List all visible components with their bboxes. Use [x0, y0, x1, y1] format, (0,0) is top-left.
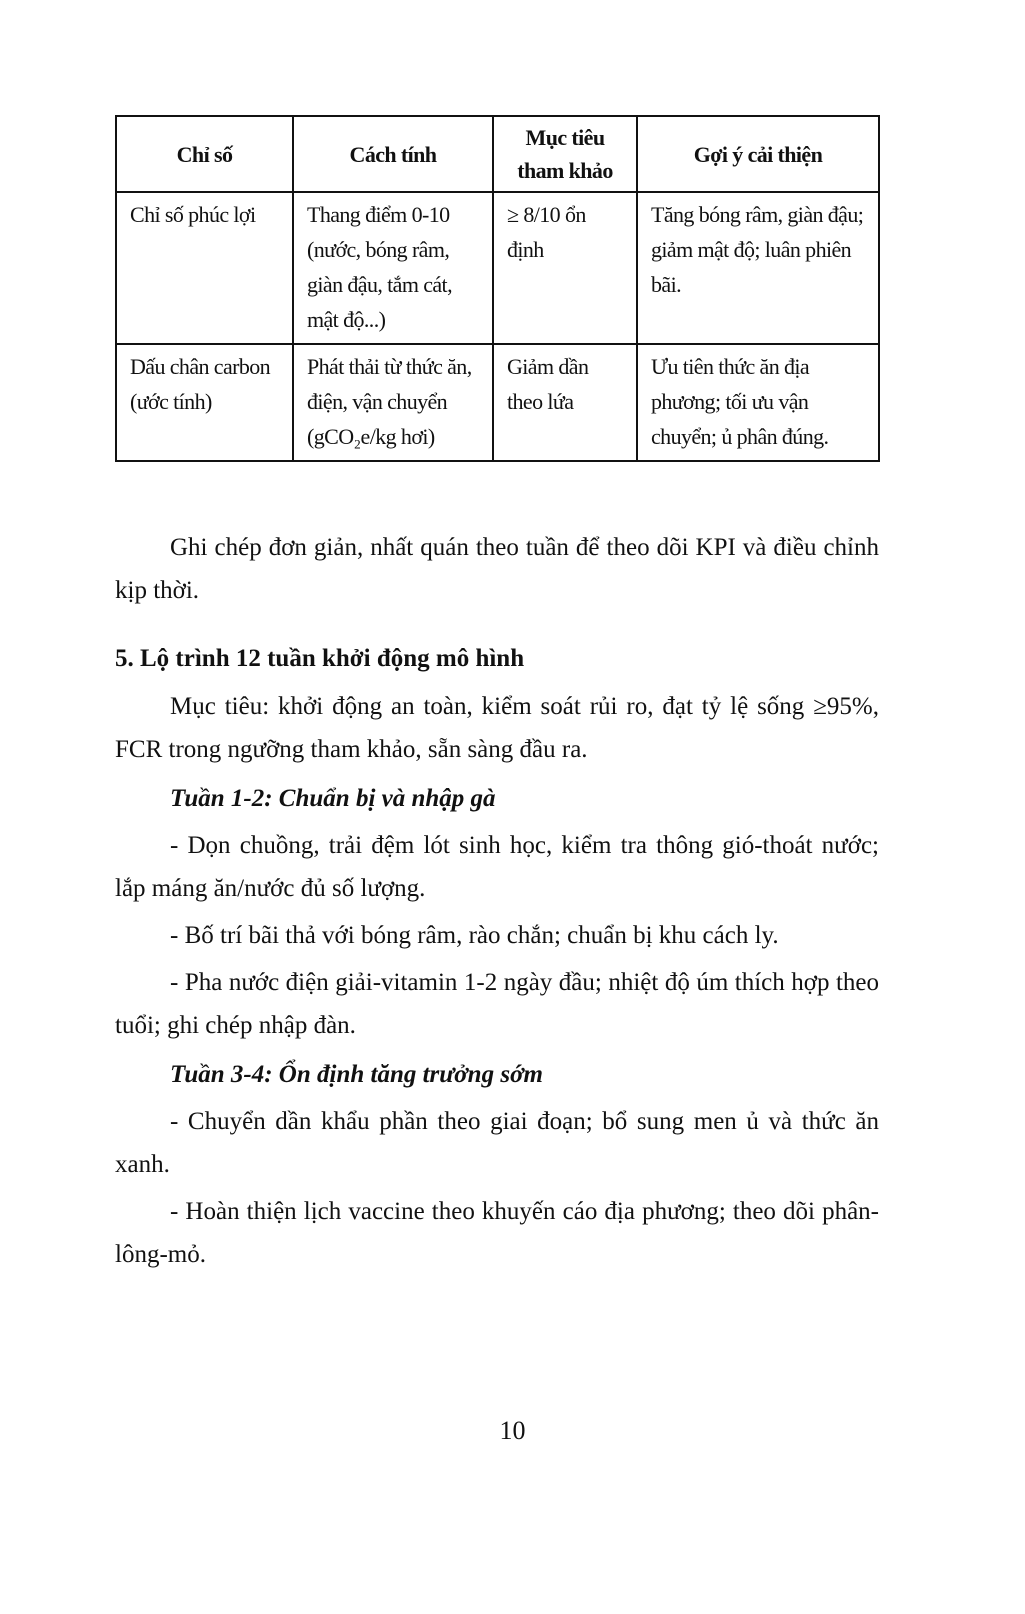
table-row	[116, 192, 879, 344]
table-cell: Ưu tiên thức ăn địa phương; tối ưu vận chuyển; ủ phân đúng.	[637, 344, 879, 461]
table-cell: Dấu chân carbon (ước tính)	[116, 344, 293, 461]
kpi-table	[115, 115, 880, 462]
list-item: - Hoàn thiện lịch vaccine theo khuyến cáo địa phương; theo dõi phân-lông-mỏ.	[115, 1198, 879, 1268]
intro-paragraph: Ghi chép đơn giản, nhất quán theo tuần để theo dõi KPI và điều chỉnh kịp thời.	[115, 534, 879, 604]
list-item: - Chuyển dần khẩu phần theo giai đoạn; bổ sung men ủ và thức ăn xanh.	[115, 1108, 879, 1178]
header-cell: Chỉ số	[116, 116, 293, 192]
header-cell: Gợi ý cải thiện	[637, 116, 879, 192]
table-header-row	[116, 116, 879, 192]
table-cell: Thang điểm 0-10 (nước, bóng râm, giàn đậu, tắm cát, mật độ...)	[293, 192, 493, 344]
week-3-4-heading: Tuần 3-4: Ổn định tăng trưởng sớm	[170, 1061, 543, 1088]
list-item: - Pha nước điện giải-vitamin 1-2 ngày đầu; nhiệt độ úm thích hợp theo tuổi; ghi chép nhập đàn.	[115, 969, 879, 1039]
page-number: 10	[499, 1416, 526, 1445]
body-text	[115, 526, 879, 1276]
section-heading: 5. Lộ trình 12 tuần khởi động mô hình	[115, 645, 525, 672]
list-item: - Dọn chuồng, trải đệm lót sinh học, kiểm tra thông gió-thoát nước; lắp máng ăn/nước đủ số lượng.	[115, 832, 879, 902]
header-cell: Cách tính	[293, 116, 493, 192]
table-cell: ≥ 8/10 ổn định	[493, 192, 637, 344]
table-cell: Tăng bóng râm, giàn đậu; giảm mật độ; luân phiên bãi.	[637, 192, 879, 344]
goal-paragraph: Mục tiêu: khởi động an toàn, kiểm soát rủi ro, đạt tỷ lệ sống ≥95%, FCR trong ngưỡng tham khảo, sẵn sàng đầu ra.	[115, 693, 879, 763]
list-item: - Bố trí bãi thả với bóng râm, rào chắn; chuẩn bị khu cách ly.	[170, 922, 779, 949]
week-1-2-heading: Tuần 1-2: Chuẩn bị và nhập gà	[170, 785, 496, 812]
table-row	[116, 344, 879, 461]
table-cell: Giảm dần theo lứa	[493, 344, 637, 461]
table-cell: Chỉ số phúc lợi	[116, 192, 293, 344]
table-cell: Phát thải từ thức ăn, điện, vận chuyển (gCO₂e/kg hơi)	[293, 344, 493, 461]
header-cell: Mục tiêu tham khảo	[493, 116, 637, 192]
